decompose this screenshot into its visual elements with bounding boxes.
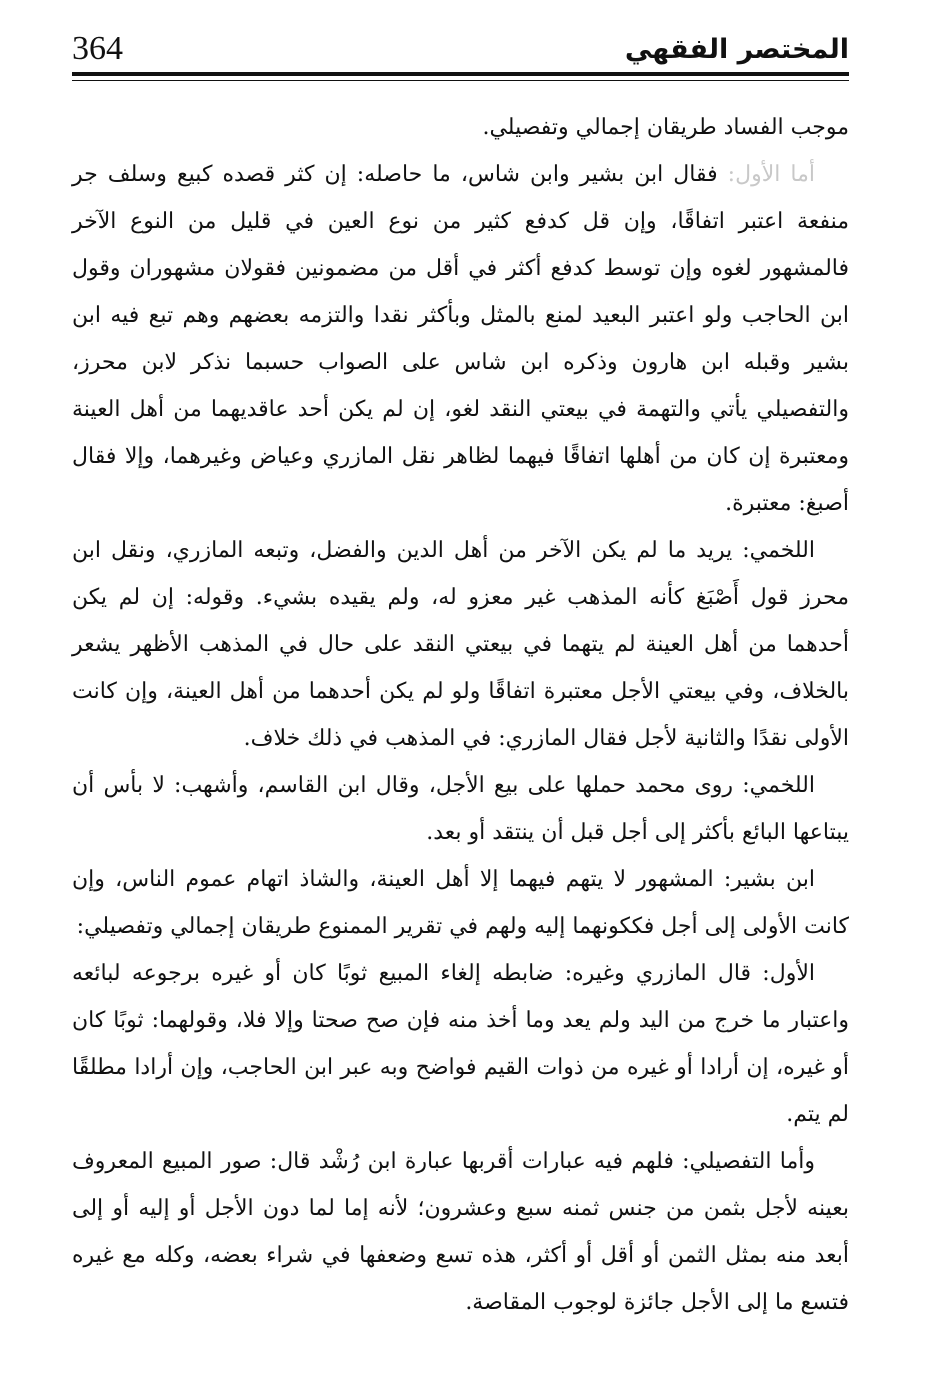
page-number: 364	[72, 30, 123, 67]
paragraph	[72, 527, 849, 762]
paragraph-text: وأما التفصيلي: فلهم فيه عبارات أقربها عبارة ابن رُشْد قال: صور المبيع المعروف بعينه لأجل بثمن من جنس ثمنه سبع وعشرون؛ لأنه إما لما دون الأجل أو إليه أو إلى أبعد منه بمثل الثمن أو أقل أو أكثر، هذه تسع وضعفها في شراء بعضه، وكله مع غيره فتسع ما إلى الأجل جائزة لوجوب المقاصة.	[72, 1149, 849, 1315]
paragraph-text: موجب الفساد طريقان إجمالي وتفصيلي.	[482, 115, 849, 140]
paragraph	[72, 762, 849, 856]
body-text	[72, 104, 849, 1326]
paragraph	[72, 1138, 849, 1326]
header-rule-thin	[72, 80, 849, 81]
paragraph	[72, 856, 849, 950]
paragraph-text: الأول: قال المازري وغيره: ضابطه إلغاء المبيع ثوبًا كان أو غيره برجوعه لبائعه واعتبار ما خرج من اليد ولم يعد وما أخذ منه فإن صح صحتا وإلا فلا، وقولهما: ثوبًا كان أو غيره، إن أرادا أو غيره من ذوات القيم فواضح وبه عبر ابن الحاجب، وإن أرادا مطلقًا لم يتم.	[72, 961, 849, 1127]
paragraph-text: ابن بشير: المشهور لا يتهم فيهما إلا أهل العينة، والشاذ اتهام عموم الناس، وإن كانت الأولى إلى أجل فككونهما إليه ولهم في تقرير الممنوع طريقان إجمالي وتفصيلي:	[72, 867, 849, 939]
paragraph	[72, 104, 849, 151]
section-lead: أما الأول:	[717, 162, 816, 187]
paragraph-text: اللخمي: روى محمد حملها على بيع الأجل، وقال ابن القاسم، وأشهب: لا بأس أن يبتاعها البائع بأكثر إلى أجل قبل أن ينتقد أو بعد.	[72, 773, 849, 845]
paragraph-text: اللخمي: يريد ما لم يكن الآخر من أهل الدين والفضل، وتبعه المازري، ونقل ابن محرز قول أَصْبَغ كأنه المذهب غير معزو له، ولم يقيده بشيء. وقوله: إن لم يكن أحدهما من أهل العينة لم يتهما في بيعتي النقد على حال في المذهب الأظهر يشعر بالخلاف، وفي بيعتي الأجل معتبرة اتفاقًا ولو لم يكن أحدهما من أهل العينة، وإن كانت الأولى نقدًا والثانية لأجل فقال المازري: في المذهب في ذلك خلاف.	[72, 538, 849, 751]
paragraph	[72, 151, 849, 527]
paragraph-text: فقال ابن بشير وابن شاس، ما حاصله: إن كثر قصده كبيع وسلف جر منفعة اعتبر اتفاقًا، وإن قل كدفع كثير من نوع العين في قليل من النوع الآخر فالمشهور لغوه وإن توسط كدفع أكثر في أقل من مضمونين فقولان مشهوران وقول ابن الحاجب ولو اعتبر البعيد لمنع بالمثل وبأكثر نقدا والتزمه بعضهم وهم تبع فيه ابن بشير وقبله ابن هارون وذكره ابن شاس على الصواب حسبما نذكر لابن محرز، والتفصيلي يأتي والتهمة في بيعتي النقد لغو، إن لم يكن أحد عاقديهما من أهل العينة ومعتبرة إن كان من أهلها اتفاقًا فيهما لظاهر نقل المازري وعياض وغيرهما، وإلا فقال أصبغ: معتبرة.	[72, 162, 849, 516]
book-title: المختصر الفقهي	[624, 34, 849, 65]
paragraph	[72, 950, 849, 1138]
header-rule-thick	[72, 72, 849, 76]
